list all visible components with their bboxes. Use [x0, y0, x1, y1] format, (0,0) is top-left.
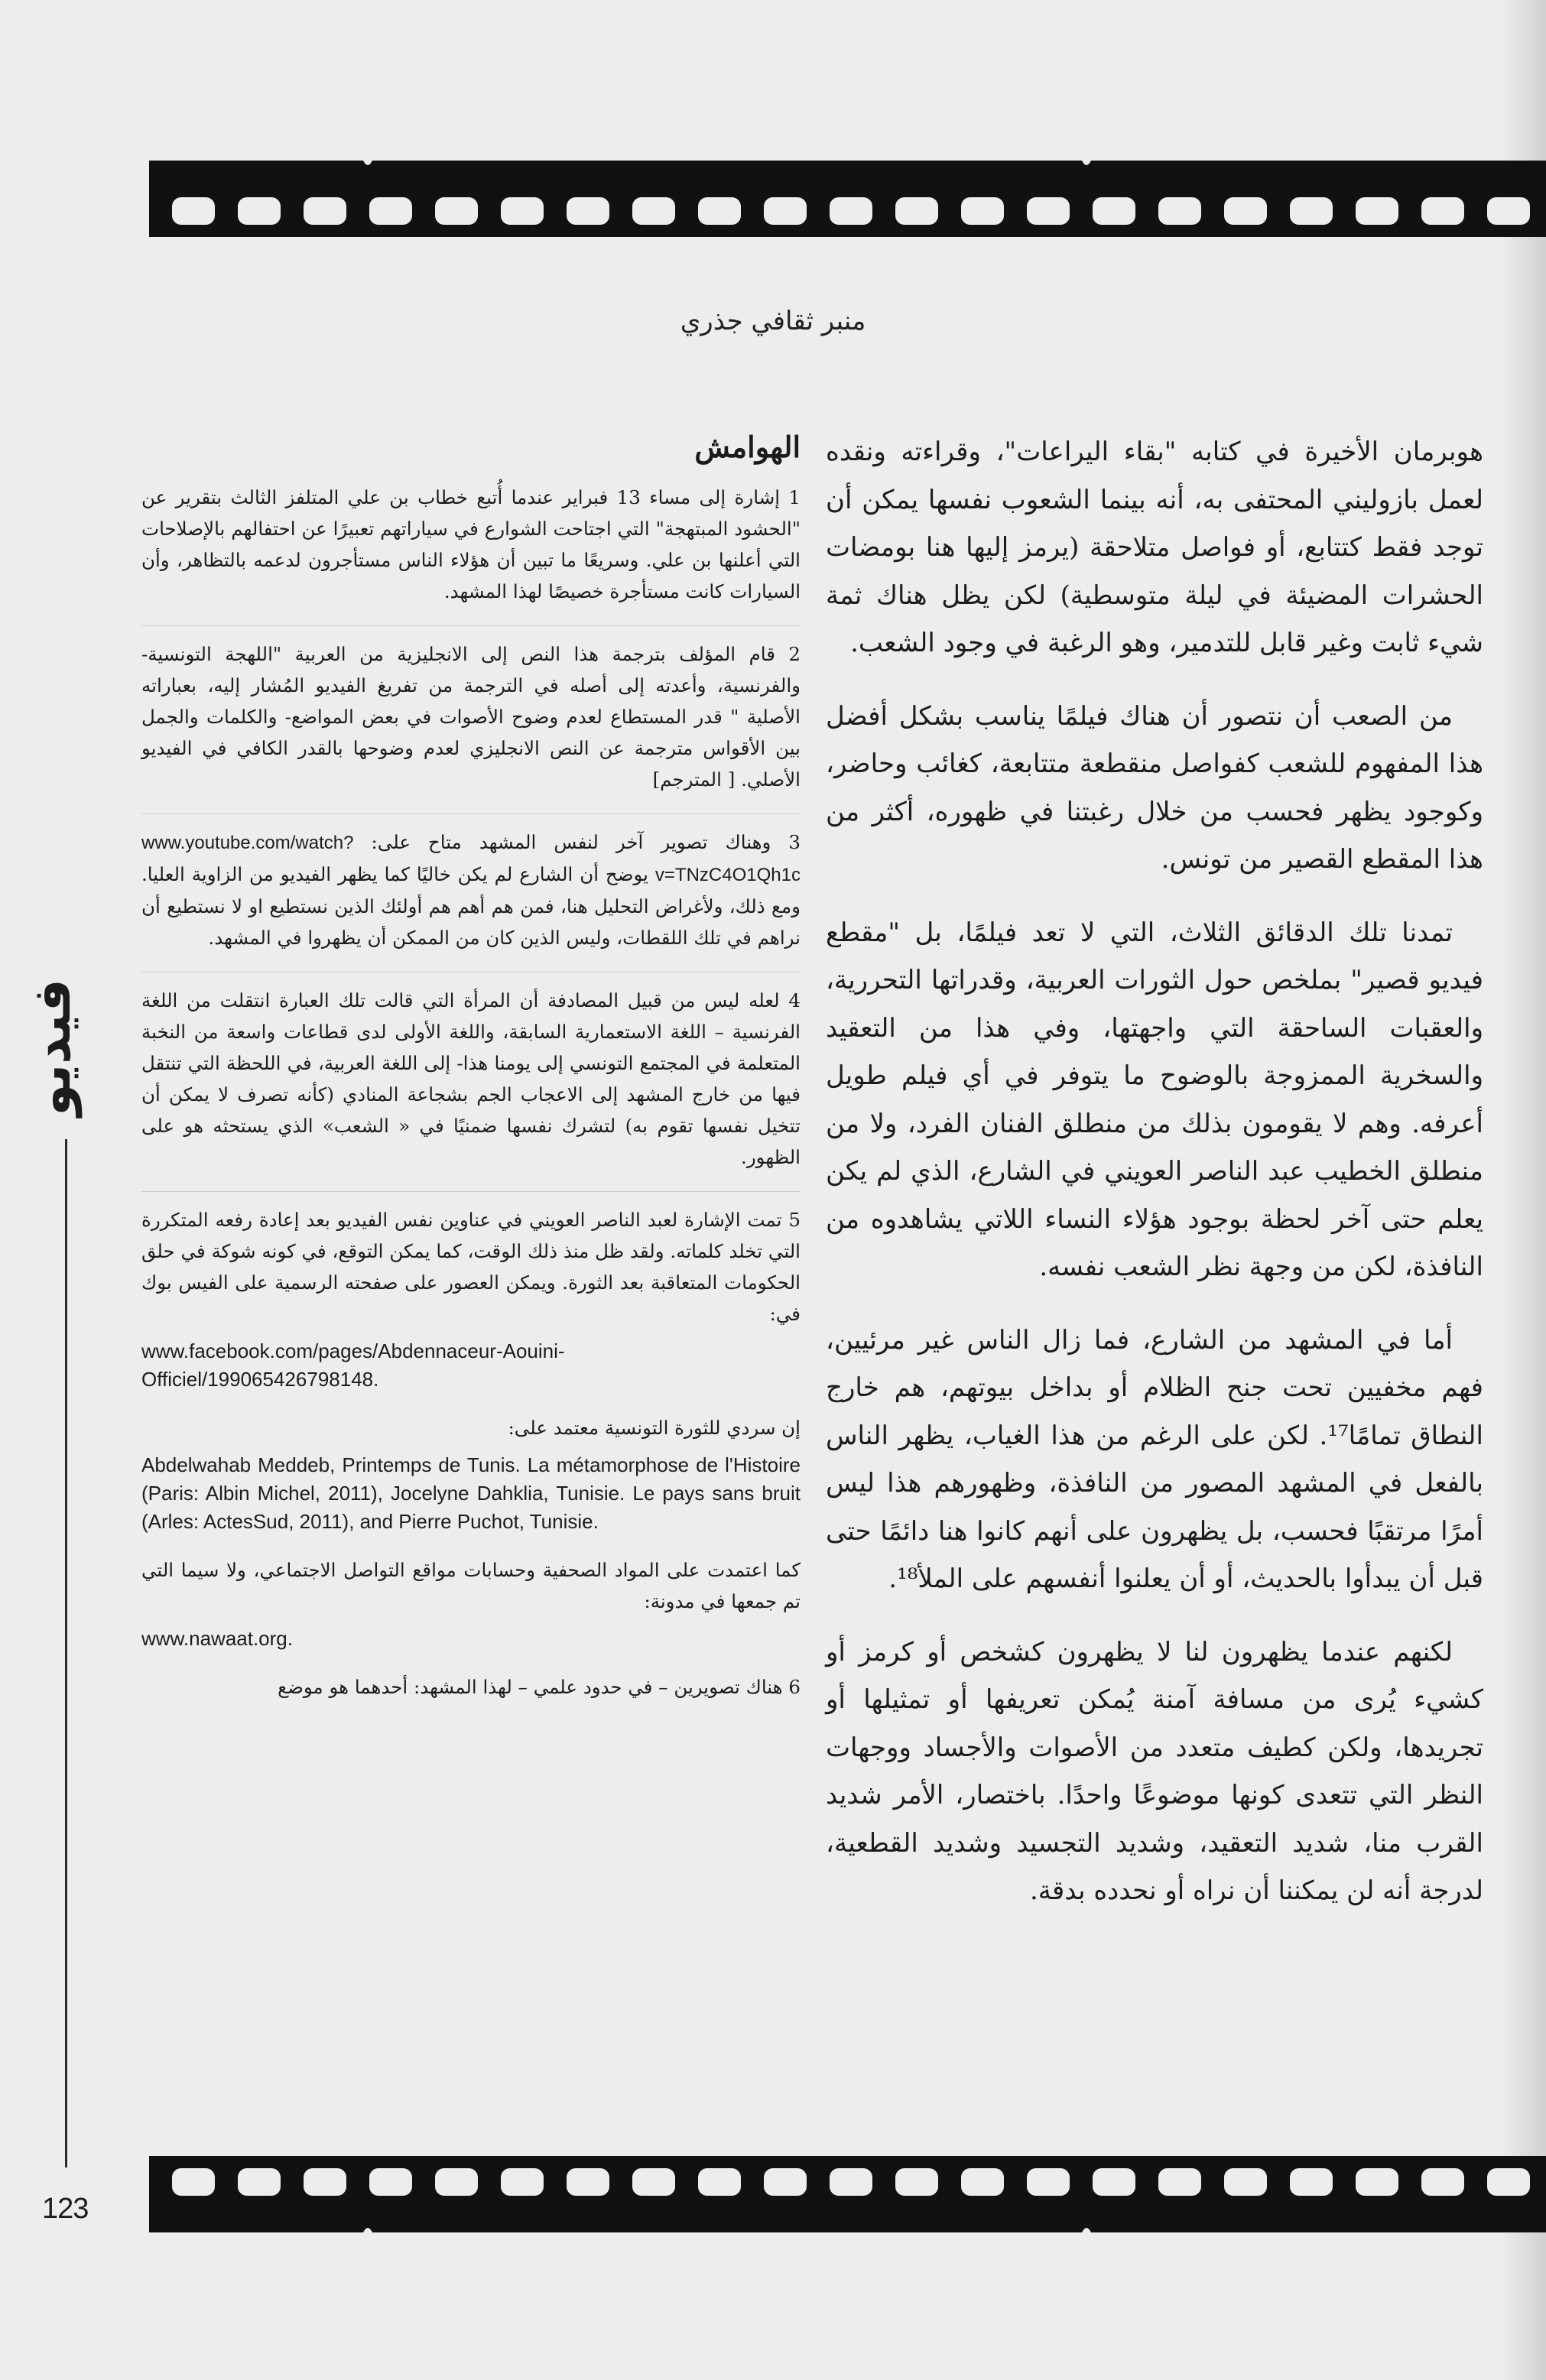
header-title: منبر ثقافي جذري	[680, 306, 866, 336]
footnote-3-text-cont: يوضح أن الشارع لم يكن خاليًا كما يظهر الفيديو من الزاوية العليا. ومع ذلك، ولأغراض التحليل هنا، فمن هم أهم هم أولئك الذين نستطيع او لا نستطيع أن نراهم في تلك اللقطات، وليس الذين كان من الممكن أن يظهروا في المشهد.	[141, 863, 801, 949]
side-divider	[65, 1139, 67, 2167]
footnote-3-text: 3 وهناك تصوير آخر لنفس المشهد متاح على:	[371, 831, 801, 853]
sources-citation: Abdelwahab Meddeb, Printemps de Tunis. La métamorphose de l'Histoire (Paris: Albin Michel, 2011), Jocelyne Dahklia, Tunisie. Le pays sans bruit (Arles: ActesSud, 2011), and Pierre Puchot, Tunisie.	[141, 1453, 801, 1533]
main-article-column	[826, 428, 1483, 1940]
facebook-link[interactable]: www.facebook.com/pages/Abdennaceur-Aouini-Officiel/199065426798148.	[141, 1339, 565, 1391]
footnote-4: 4 لعله ليس من قبيل المصادفة أن المرأة التي قالت تلك العبارة انتقلت من اللغة الفرنسية – اللغة الاستعمارية السابقة، واللغة الأولى لدى قطاعات واسعة من النخبة المتعلمة في المجتمع التونسي إلى يومنا هذا- إلى اللغة العربية، في اللحظة التي تنتقل فيها من خارج المشهد إلى الاعجاب الجم بشجاعة المنادي (كأنه تصرف لا يمكن أن تتخيل نفسها تقوم به) لتشرك نفسها ضمنيًا في « الشعب» الذي يستحثه هو على الظهور.	[141, 972, 801, 1173]
article-paragraph: أما في المشهد من الشارع، فما زال الناس غير مرئيين، فهم مخفيين تحت جنح الظلام أو بداخل بيوتهم، هم خارج النطاق تمامًا¹⁷. لكن على الرغم من هذا الغياب، يظهر الناس بالفعل في المشهد المصور من النافذة، وظهورهم هذا ليس أمرًا مرتقبًا فحسب، بل يظهرون على أنهم كانوا هنا دائمًا حتى قبل أن يبدأوا بالحديث، أو أن يعلنوا أنفسهم على الملأ¹⁸.	[826, 1324, 1483, 1594]
article-paragraph: من الصعب أن نتصور أن هناك فيلمًا يناسب بشكل أفضل هذا المفهوم للشعب كفواصل منقطعة متتابعة، كغائب وحاضر، وكوجود يظهر فحسب من خلال رغبتنا في ظهوره، أكثر من هذا المقطع القصير من تونس.	[826, 700, 1483, 875]
footnotes-heading: الهوامش	[694, 430, 801, 464]
footnote-1: 1 إشارة إلى مساء 13 فبراير عندما أُتبع خطاب بن علي المتلفز الثالث بتقرير عن "الحشود المبتهجة" التي اجتاحت الشوارع في سياراتهم تعبيرًا عن احتفالهم بالإصلاحات التي أعلنها بن علي. وسريعًا ما تبين أن هؤلاء الناس مستأجرون لدعمه بالتظاهر، وأن السيارات كانت مستأجرة خصيصًا لهذا المشهد.	[141, 486, 801, 602]
article-paragraph: هوبرمان الأخيرة في كتابه "بقاء اليراعات"، وقراءته ونقده لعمل بازوليني المحتفى به، أنه بينما الشعوب نفسها يمكن أن توجد فقط كتتابع، أو فواصل متلاحقة (يرمز إليها هنا بومضات الحشرات المضيئة في ليلة متوسطية) لكن يظل هناك ثمة شيء ثابت وغير قابل للتدمير، وهو الرغبة في وجود الشعب.	[826, 437, 1483, 658]
footnote-3	[141, 813, 801, 953]
section-label-video: فيديو	[22, 979, 83, 1116]
footnote-5: 5 تمت الإشارة لعبد الناصر العويني في عناوين نفس الفيديو بعد إعادة رفعه المتكررة التي تخلد كلماته. ولقد ظل منذ ذلك الوقت، كما يمكن التوقع، في كونه شوكة في حلق الحكومات المتعاقبة بعد الثورة. ويمكن العصور على صفحته الرسمية على الفيس بوك في:	[141, 1191, 801, 1330]
scan-edge-shadow	[1500, 0, 1546, 2380]
sources-intro: إن سردي للثورة التونسية معتمد على:	[508, 1417, 801, 1439]
footnote-2: 2 قام المؤلف بترجمة هذا النص إلى الانجليزية من العربية "اللهجة التونسية- والفرنسية، وأعدته إلى أصله في الترجمة من تفريغ الفيديو المُشار إليه، بعباراته الأصلية " قدر المستطاع لعدم وضوح الأصوات في بعض المواضع- والكلمات والجمل بين الأقواس مترجمة عن النص الانجليزي لعدم وضوحها بالقدر الكافي في الفيديو الأصلي. [ المترجم]	[141, 625, 801, 795]
footnotes-column	[141, 428, 801, 1721]
article-paragraph: تمدنا تلك الدقائق الثلاث، التي لا تعد فيلمًا، بل "مقطع فيديو قصير" بملخص حول الثورات العربية، وقدراتها التحررية، والعقبات الساحقة التي واجهتها، وفي هذا من التعقيد والسخرية الممزوجة بالوضوح ما يتوفر في أي فيلم طويل أعرفه. وهم لا يقومون بذلك من منطلق الفنان الفرد، ولا من منطلق الخطيب عبد الناصر العويني في الشارع، الذي لم يكن يعلم حتى آخر لحظة بوجود هؤلاء النساء اللاتي يشاهدوه من النافذة، لكن من وجهة نظر الشعب نفسه.	[826, 917, 1483, 1282]
page-number: 123	[42, 2193, 89, 2225]
media-intro: كما اعتمدت على المواد الصحفية وحسابات مواقع التواصل الاجتماعي، ولا سيما التي تم جمعها في مدونة:	[141, 1559, 801, 1612]
footnote-6: 6 هناك تصويرين – في حدود علمي – لهذا المشهد: أحدهما هو موضع	[278, 1676, 801, 1698]
film-strip-top	[149, 161, 1546, 237]
blog-link[interactable]: www.nawaat.org.	[141, 1627, 293, 1650]
youtube-link[interactable]: www.youtube.com/watch?v=TNzC4O1Qh1c	[141, 833, 801, 885]
article-paragraph: لكنهم عندما يظهرون لنا لا يظهرون كشخص أو كرمز أو كشيء يُرى من مسافة آمنة يُمكن تعريفها أو تمثيلها أو تجريدها، ولكن كطيف متعدد من الأصوات والأجساد ووجهات النظر التي تتعدى كونها موضوعًا واحدًا. باختصار، الأمر شديد القرب منا، شديد التعقيد، وشديد التجسيد وشديد القطعية، لدرجة أنه لن يمكننا أن نراه أو نحدده بدقة.	[826, 1636, 1483, 1906]
film-strip-bottom	[149, 2156, 1546, 2232]
